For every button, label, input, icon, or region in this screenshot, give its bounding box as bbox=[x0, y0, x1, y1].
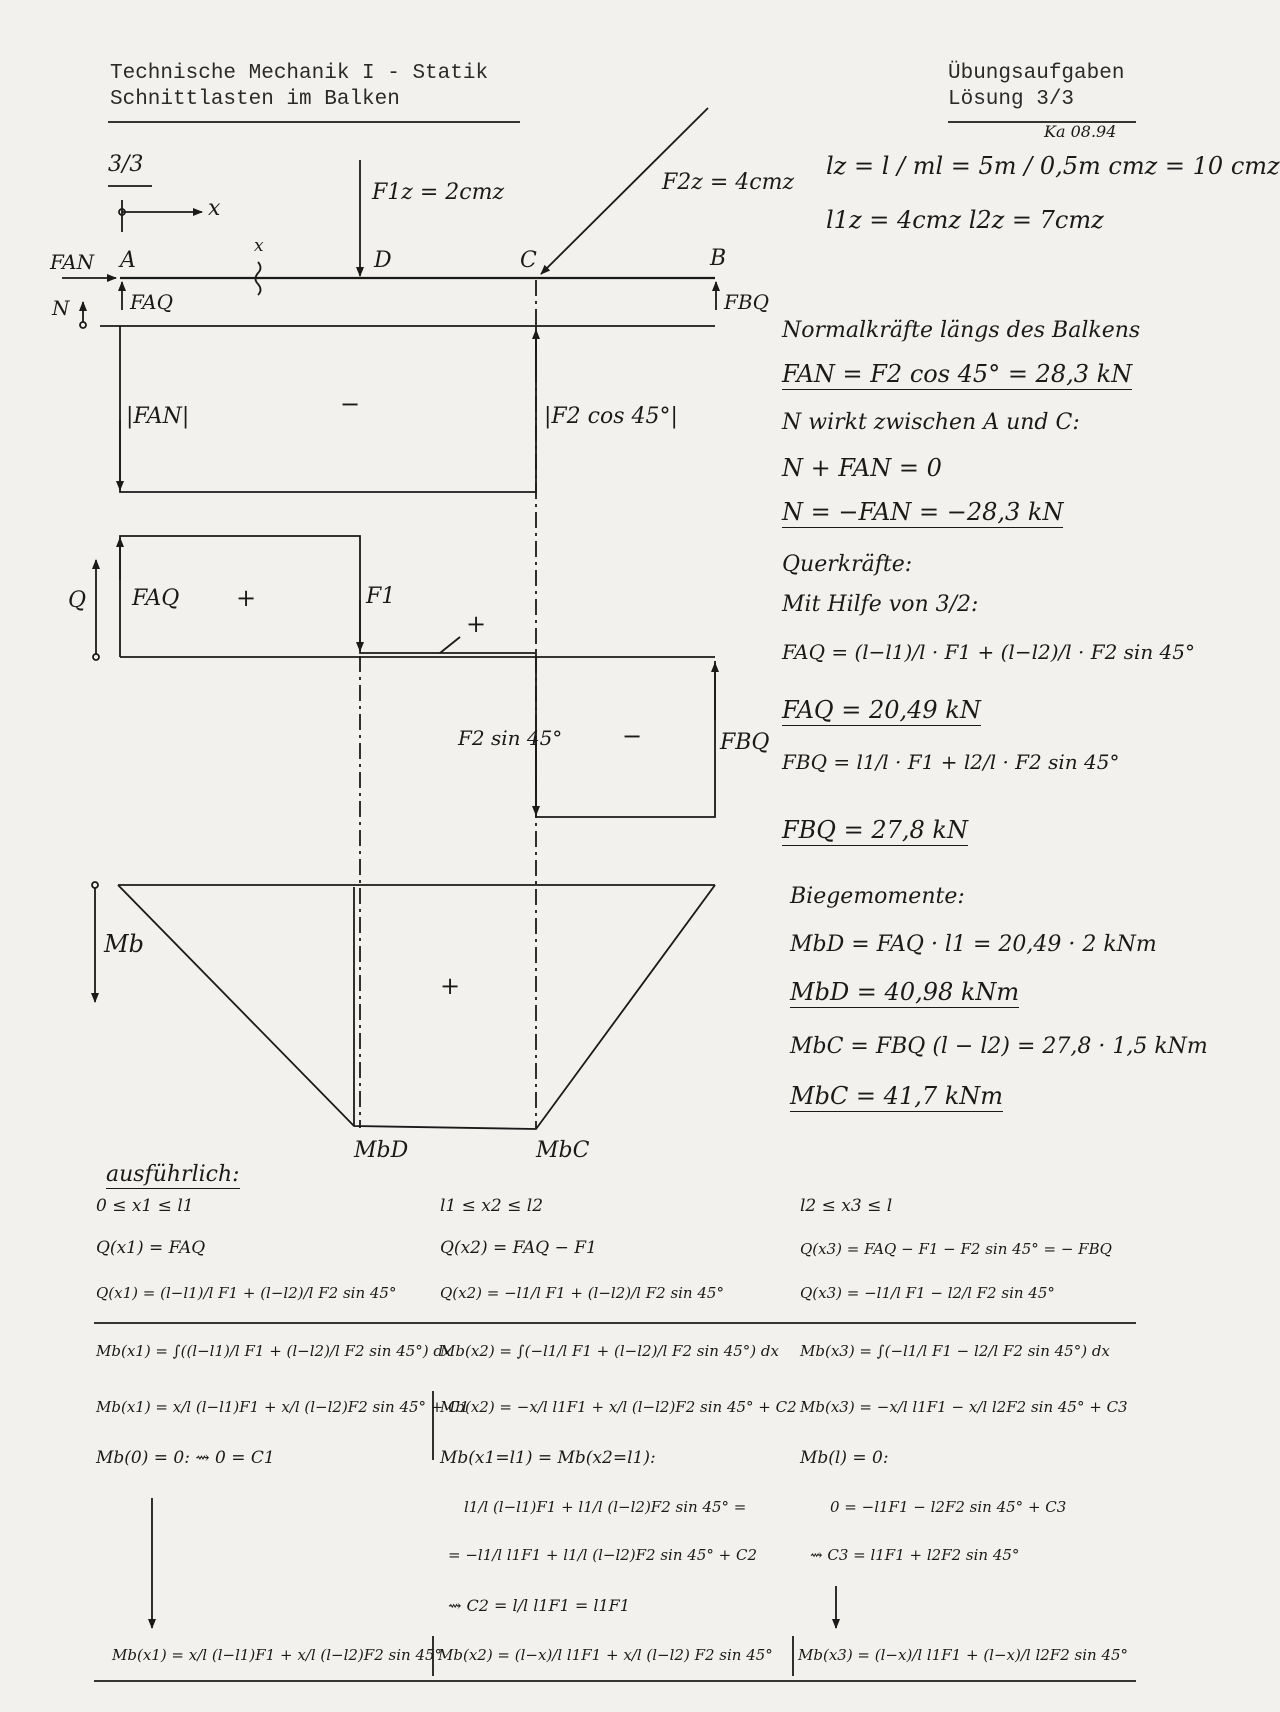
detail-c2-line: = −l1/l l1F1 + l1/l (l−l2)F2 sin 45° + C2 bbox=[448, 1546, 757, 1564]
faq-label: FAQ bbox=[130, 290, 173, 314]
fbq-value: FBQ = 27,8 kN bbox=[782, 816, 968, 844]
header-left-line1: Technische Mechanik I - Statik bbox=[110, 62, 489, 85]
mbd-equation: MbD = FAQ · l1 = 20,49 · 2 kNm bbox=[790, 932, 1157, 957]
detail-c1-line: Q(x1) = FAQ bbox=[96, 1238, 206, 1258]
detail-c3-line: Mb(x3) = −x/l l1F1 − x/l l2F2 sin 45° + C3 bbox=[800, 1398, 1128, 1416]
detail-c2-line: l1 ≤ x2 ≤ l2 bbox=[440, 1196, 544, 1216]
header-right-line1: Übungsaufgaben bbox=[948, 62, 1125, 85]
detail-c1-final: Mb(x1) = x/l (l−l1)F1 + x/l (l−l2)F2 sin 45° bbox=[112, 1646, 443, 1664]
mb-title: Biegemomente: bbox=[790, 884, 965, 909]
detail-c3-line: ⇝ C3 = l1F1 + l2F2 sin 45° bbox=[810, 1546, 1020, 1564]
header-left-line2: Schnittlasten im Balken bbox=[110, 88, 400, 111]
detail-c2-line: Mb(x1=l1) = Mb(x2=l1): bbox=[440, 1448, 656, 1468]
detail-c3-line: Mb(x3) = ∫(−l1/l F1 − l2/l F2 sin 45°) dx bbox=[800, 1342, 1110, 1360]
q-f1-label: F1 bbox=[366, 584, 396, 609]
detail-c2-line: Q(x2) = FAQ − F1 bbox=[440, 1238, 597, 1258]
normal-minus-sign: − bbox=[340, 390, 361, 418]
mbd-value: MbD = 40,98 kNm bbox=[790, 978, 1020, 1006]
q-outline bbox=[120, 536, 715, 817]
detail-c1-line: Q(x1) = (l−l1)/l F1 + (l−l2)/l F2 sin 45° bbox=[96, 1284, 397, 1302]
signature: Ka 08.94 bbox=[1044, 122, 1117, 141]
header-right-line2: Lösung 3/3 bbox=[948, 88, 1075, 111]
n-between-text: N wirkt zwischen A und C: bbox=[782, 410, 1080, 435]
detail-c2-line: Mb(x2) = −x/l l1F1 + x/l (l−l2)F2 sin 45° + C2 bbox=[440, 1398, 797, 1416]
detail-title: ausführlich: bbox=[106, 1162, 240, 1187]
f1z-label: F1z = 2cmz bbox=[372, 180, 505, 205]
q-title: Querkräfte: bbox=[782, 552, 913, 577]
q-plus-1: + bbox=[236, 584, 257, 612]
fbq-label: FBQ bbox=[724, 290, 769, 314]
q-plus-2: + bbox=[466, 610, 487, 638]
detail-c2-line: Q(x2) = −l1/l F1 + (l−l2)/l F2 sin 45° bbox=[440, 1284, 724, 1302]
detail-c3-line: Mb(l) = 0: bbox=[800, 1448, 889, 1468]
n-equation-1: N + FAN = 0 bbox=[782, 454, 942, 482]
mb-axis-label: Mb bbox=[104, 930, 144, 958]
fan-equation: FAN = F2 cos 45° = 28,3 kN bbox=[782, 360, 1133, 388]
q-minus-sign: − bbox=[622, 722, 643, 750]
fan-label: FAN bbox=[50, 250, 95, 274]
n-axis-label: N bbox=[52, 296, 70, 320]
q-axis-label: Q bbox=[68, 588, 87, 613]
f2z-label: F2z = 4cmz bbox=[662, 170, 795, 195]
x-axis-label: x bbox=[208, 196, 221, 221]
detail-c2-line: Mb(x2) = ∫(−l1/l F1 + (l−l2)/l F2 sin 45°) dx bbox=[440, 1342, 779, 1360]
q-help: Mit Hilfe von 3/2: bbox=[782, 592, 979, 617]
normal-title: Normalkräfte längs des Balkens bbox=[782, 318, 1141, 343]
detail-c2-line: l1/l (l−l1)F1 + l1/l (l−l2)F2 sin 45° = bbox=[464, 1498, 747, 1516]
detail-c3-line: l2 ≤ x3 ≤ l bbox=[800, 1196, 893, 1216]
label-c: C bbox=[520, 248, 537, 273]
label-a: A bbox=[120, 248, 136, 273]
scale-line-1: lz = l / ml = 5m / 0,5m cmz = 10 cmz bbox=[826, 152, 1280, 180]
detail-c2-final: Mb(x2) = (l−x)/l l1F1 + x/l (l−l2) F2 sin 45° bbox=[438, 1646, 773, 1664]
detail-c3-final: Mb(x3) = (l−x)/l l1F1 + (l−x)/l l2F2 sin 45° bbox=[798, 1646, 1129, 1664]
mbd-label: MbD bbox=[354, 1138, 409, 1163]
detail-c1-line: Mb(x1) = x/l (l−l1)F1 + x/l (l−l2)F2 sin 45° + C1 bbox=[96, 1398, 470, 1416]
normal-left-label: |FAN| bbox=[126, 404, 190, 429]
fbq-formula: FBQ = l1/l · F1 + l2/l · F2 sin 45° bbox=[782, 750, 1120, 774]
label-d: D bbox=[374, 248, 392, 273]
cut-x-label: x bbox=[254, 236, 264, 256]
scale-line-2: l1z = 4cmz l2z = 7cmz bbox=[826, 206, 1104, 234]
detail-c3-line: 0 = −l1F1 − l2F2 sin 45° + C3 bbox=[830, 1498, 1067, 1516]
q-f2sin-label: F2 sin 45° bbox=[458, 726, 563, 750]
label-b: B bbox=[710, 246, 727, 271]
normal-right-label: |F2 cos 45°| bbox=[544, 404, 678, 429]
n-equation-2: N = −FAN = −28,3 kN bbox=[782, 498, 1064, 526]
q-fbq-label: FBQ bbox=[720, 730, 770, 755]
mbc-label: MbC bbox=[536, 1138, 590, 1163]
q-faq-label: FAQ bbox=[132, 586, 180, 611]
detail-c3-line: Q(x3) = −l1/l F1 − l2/l F2 sin 45° bbox=[800, 1284, 1055, 1302]
detail-c3-line: Q(x3) = FAQ − F1 − F2 sin 45° = − FBQ bbox=[800, 1240, 1112, 1258]
task-number: 3/3 bbox=[108, 152, 144, 177]
detail-c1-line: Mb(0) = 0: ⇝ 0 = C1 bbox=[96, 1448, 275, 1468]
faq-formula: FAQ = (l−l1)/l · F1 + (l−l2)/l · F2 sin 45° bbox=[782, 640, 1196, 664]
mbc-equation: MbC = FBQ (l − l2) = 27,8 · 1,5 kNm bbox=[790, 1034, 1208, 1059]
detail-c1-line: 0 ≤ x1 ≤ l1 bbox=[96, 1196, 194, 1216]
mbc-value: MbC = 41,7 kNm bbox=[790, 1082, 1004, 1110]
faq-value: FAQ = 20,49 kN bbox=[782, 696, 981, 724]
detail-c1-line: Mb(x1) = ∫((l−l1)/l F1 + (l−l2)/l F2 sin 45°) dx bbox=[96, 1342, 452, 1360]
mb-outline bbox=[118, 885, 715, 1129]
mb-plus-sign: + bbox=[440, 972, 461, 1000]
detail-c2-line: ⇝ C2 = l/l l1F1 = l1F1 bbox=[448, 1596, 630, 1615]
